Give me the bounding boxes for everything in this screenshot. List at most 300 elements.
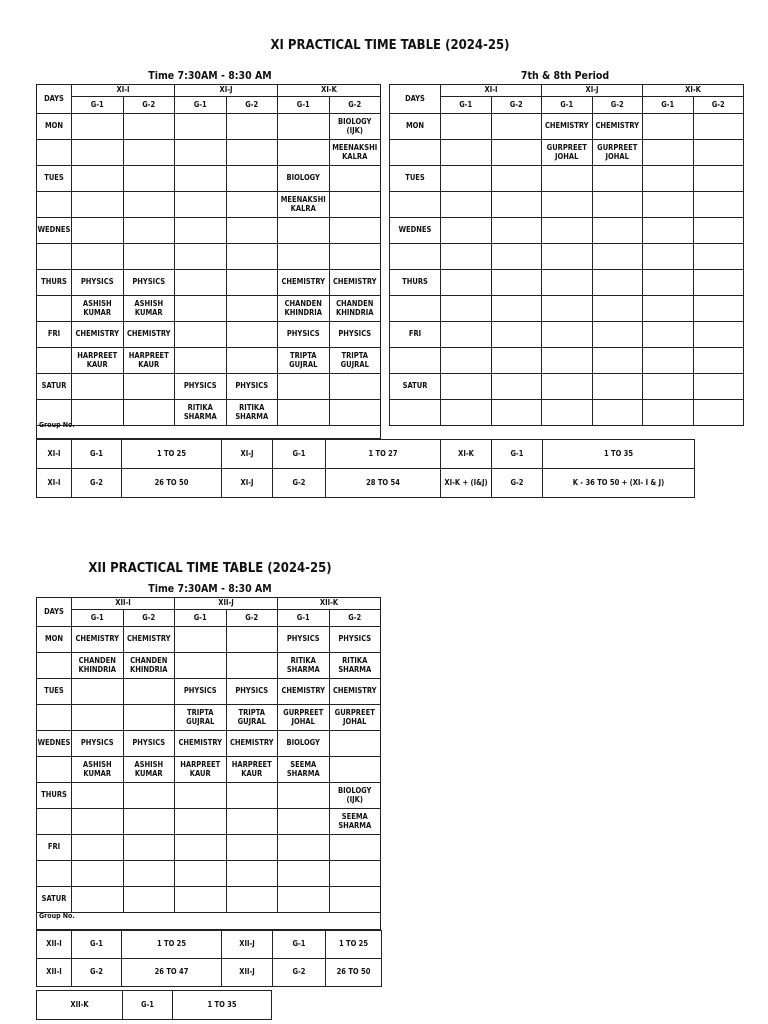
day-label: [390, 244, 441, 270]
teacher-cell: [643, 296, 694, 322]
subject-cell: BIOLOGY (IJK): [329, 114, 381, 140]
teacher-cell: [72, 140, 124, 166]
subject-cell: CHEMISTRY: [72, 627, 124, 653]
subject-cell: [175, 166, 227, 192]
header-groups-row: [390, 97, 744, 114]
teacher-cell: [226, 653, 278, 679]
teacher-cell: [226, 296, 278, 322]
teacher-cell: RITIKA SHARMA: [175, 400, 227, 426]
day-label: [37, 757, 72, 783]
group-cell: XII-K: [37, 991, 123, 1020]
day-label: [37, 140, 72, 166]
group-cell: XII-I: [37, 959, 72, 987]
teacher-cell: HARPREET KAUR: [226, 757, 278, 783]
group-header: G-2: [123, 610, 175, 627]
teacher-cell: [693, 140, 744, 166]
subject-cell: [278, 783, 330, 809]
subject-cell: CHEMISTRY: [226, 731, 278, 757]
teacher-cell: [278, 244, 330, 270]
subject-cell: [693, 218, 744, 244]
xii-time-subtitle: Time 7:30AM - 8:30 AM: [148, 583, 272, 595]
teacher-cell: [226, 861, 278, 887]
subject-cell: [329, 218, 381, 244]
group-cell: G-1: [72, 931, 122, 959]
group-cell: 1 TO 35: [543, 440, 695, 469]
table-row: [37, 114, 381, 140]
teacher-cell: [542, 244, 593, 270]
table-row: [390, 322, 744, 348]
teacher-cell: CHANDEN KHINDRIA: [72, 653, 124, 679]
subject-cell: BIOLOGY: [278, 731, 330, 757]
subject-cell: [441, 322, 492, 348]
day-label: [37, 809, 72, 835]
subject-cell: CHEMISTRY: [123, 627, 175, 653]
teacher-cell: ASHISH KUMAR: [72, 757, 124, 783]
teacher-cell: [123, 192, 175, 218]
header-groups-row: [37, 610, 381, 627]
group-cell: XI-J: [222, 440, 273, 469]
subject-cell: [491, 218, 542, 244]
xii-group-table: [36, 930, 382, 987]
subject-cell: [592, 374, 643, 400]
table-row: [37, 731, 381, 757]
teacher-cell: RITIKA SHARMA: [329, 653, 381, 679]
table-row: [390, 296, 744, 322]
group-header: G-2: [329, 610, 381, 627]
subject-cell: [278, 835, 330, 861]
group-row: [37, 469, 695, 498]
table-row: [37, 757, 381, 783]
subject-cell: CHEMISTRY: [278, 270, 330, 296]
xi-group-label-box: [36, 415, 381, 439]
teacher-cell: GURPREET JOHAL: [278, 705, 330, 731]
group-cell: 1 TO 35: [173, 991, 272, 1020]
subject-cell: [278, 374, 330, 400]
teacher-cell: [441, 140, 492, 166]
teacher-cell: [441, 192, 492, 218]
teacher-cell: [123, 244, 175, 270]
subject-cell: [175, 322, 227, 348]
xii-k-group-table: [36, 990, 272, 1020]
subject-cell: [441, 166, 492, 192]
section-header: XII-K: [278, 598, 381, 610]
subject-cell: [175, 114, 227, 140]
subject-cell: [329, 835, 381, 861]
subject-cell: [643, 166, 694, 192]
teacher-cell: SEEMA SHARMA: [278, 757, 330, 783]
group-cell: G-1: [273, 440, 326, 469]
group-cell: XII-J: [222, 959, 273, 987]
teacher-cell: GURPREET JOHAL: [592, 140, 643, 166]
subject-cell: [123, 218, 175, 244]
group-row: [37, 991, 272, 1020]
subject-cell: [123, 783, 175, 809]
teacher-cell: [643, 140, 694, 166]
group-cell: G-1: [492, 440, 543, 469]
subject-cell: [643, 322, 694, 348]
group-header: G-1: [278, 610, 330, 627]
group-cell: G-2: [72, 469, 122, 498]
group-cell: 1 TO 27: [326, 440, 441, 469]
day-label: [37, 244, 72, 270]
subject-cell: [491, 270, 542, 296]
day-label: MON: [390, 114, 441, 140]
group-cell: G-2: [72, 959, 122, 987]
subject-cell: [278, 218, 330, 244]
group-header: G-2: [226, 610, 278, 627]
table-row: [37, 783, 381, 809]
subject-cell: [643, 114, 694, 140]
teacher-cell: [542, 348, 593, 374]
teacher-cell: [72, 244, 124, 270]
day-label: SATUR: [390, 374, 441, 400]
subject-cell: [693, 114, 744, 140]
subject-cell: CHEMISTRY: [123, 322, 175, 348]
table-row: [37, 705, 381, 731]
teacher-cell: [123, 705, 175, 731]
table-row: [37, 218, 381, 244]
teacher-cell: [643, 244, 694, 270]
teacher-cell: TRIPTA GUJRAL: [278, 348, 330, 374]
day-label: [390, 140, 441, 166]
group-header: G-2: [491, 97, 542, 114]
table-row: [37, 679, 381, 705]
group-cell: XI-K + (I&J): [441, 469, 492, 498]
subject-cell: [278, 114, 330, 140]
teacher-cell: CHANDEN KHINDRIA: [278, 296, 330, 322]
section-header: XII-I: [72, 598, 175, 610]
subject-cell: [441, 374, 492, 400]
days-header: DAYS: [37, 598, 72, 627]
section-header: XI-J: [175, 85, 278, 97]
xi-timetable-periods: [389, 84, 744, 426]
teacher-cell: [441, 348, 492, 374]
header-groups-row: [37, 97, 381, 114]
subject-cell: [491, 374, 542, 400]
group-cell: XI-J: [222, 469, 273, 498]
subject-cell: [491, 166, 542, 192]
table-row: [37, 861, 381, 887]
group-header: G-1: [278, 97, 330, 114]
group-cell: XI-I: [37, 469, 72, 498]
group-row: [37, 959, 382, 987]
table-row: [37, 244, 381, 270]
subject-cell: PHYSICS: [72, 270, 124, 296]
xi-timetable-morning: [36, 84, 381, 426]
teacher-cell: [643, 348, 694, 374]
group-cell: 26 TO 50: [122, 469, 222, 498]
day-label: SATUR: [37, 887, 72, 913]
subject-cell: [643, 374, 694, 400]
day-label: FRI: [37, 835, 72, 861]
subject-cell: [72, 679, 124, 705]
teacher-cell: [226, 809, 278, 835]
day-label: [37, 192, 72, 218]
table-row: [37, 835, 381, 861]
group-cell: G-1: [123, 991, 173, 1020]
teacher-cell: [175, 192, 227, 218]
group-header: G-2: [226, 97, 278, 114]
group-header: G-1: [175, 97, 227, 114]
teacher-cell: [123, 861, 175, 887]
table-row: [390, 114, 744, 140]
teacher-cell: [175, 244, 227, 270]
xii-group-label-box: [36, 906, 381, 930]
day-label: [37, 705, 72, 731]
group-header: G-1: [643, 97, 694, 114]
xi-period-subtitle: 7th & 8th Period: [520, 70, 610, 82]
teacher-cell: [226, 348, 278, 374]
group-cell: XII-I: [37, 931, 72, 959]
subject-cell: [226, 835, 278, 861]
group-cell: G-1: [72, 440, 122, 469]
teacher-cell: [693, 244, 744, 270]
group-cell: 28 TO 54: [326, 469, 441, 498]
day-label: [390, 400, 441, 426]
day-label: MON: [37, 627, 72, 653]
group-header: G-2: [592, 97, 643, 114]
teacher-cell: [542, 400, 593, 426]
days-header: DAYS: [37, 85, 72, 114]
teacher-cell: [175, 809, 227, 835]
table-row: [37, 653, 381, 679]
subject-cell: [72, 374, 124, 400]
table-row: [390, 244, 744, 270]
group-cell: XI-K: [441, 440, 492, 469]
group-header: G-2: [123, 97, 175, 114]
group-cell: XI-I: [37, 440, 72, 469]
subject-cell: CHEMISTRY: [329, 679, 381, 705]
xi-group-table: [36, 439, 695, 498]
header-sections-row: [390, 85, 744, 97]
xi-group-label: Group No.: [39, 421, 75, 429]
subject-cell: [441, 218, 492, 244]
subject-cell: [643, 218, 694, 244]
day-label: [37, 861, 72, 887]
xi-title: XI PRACTICAL TIME TABLE (2024-25): [270, 38, 510, 53]
group-cell: G-2: [273, 469, 326, 498]
day-label: TUES: [37, 679, 72, 705]
subject-cell: [491, 322, 542, 348]
teacher-cell: HARPREET KAUR: [175, 757, 227, 783]
subject-cell: [441, 114, 492, 140]
section-header: XI-K: [643, 85, 744, 97]
subject-cell: PHYSICS: [123, 731, 175, 757]
table-row: [390, 140, 744, 166]
day-label: MON: [37, 114, 72, 140]
teacher-cell: [175, 140, 227, 166]
teacher-cell: [175, 348, 227, 374]
teacher-cell: [123, 140, 175, 166]
day-label: FRI: [37, 322, 72, 348]
table-row: [37, 322, 381, 348]
day-label: [390, 296, 441, 322]
group-cell: K - 36 TO 50 + (XI- I & J): [543, 469, 695, 498]
subject-cell: [226, 218, 278, 244]
subject-cell: [542, 322, 593, 348]
teacher-cell: [491, 140, 542, 166]
teacher-cell: [491, 400, 542, 426]
group-row: [37, 440, 695, 469]
table-row: [390, 192, 744, 218]
day-label: TUES: [37, 166, 72, 192]
subject-cell: CHEMISTRY: [175, 731, 227, 757]
subject-cell: [441, 270, 492, 296]
subject-cell: [592, 270, 643, 296]
day-label: WEDNES: [37, 218, 72, 244]
subject-cell: [542, 218, 593, 244]
group-cell: 1 TO 25: [122, 931, 222, 959]
teacher-cell: [278, 809, 330, 835]
subject-cell: [175, 783, 227, 809]
day-label: FRI: [390, 322, 441, 348]
teacher-cell: [592, 348, 643, 374]
subject-cell: PHYSICS: [175, 374, 227, 400]
teacher-cell: [693, 400, 744, 426]
teacher-cell: HARPREET KAUR: [123, 348, 175, 374]
teacher-cell: TRIPTA GUJRAL: [226, 705, 278, 731]
subject-cell: [72, 783, 124, 809]
group-cell: 26 TO 47: [122, 959, 222, 987]
teacher-cell: [278, 140, 330, 166]
day-label: [37, 653, 72, 679]
subject-cell: PHYSICS: [226, 679, 278, 705]
subject-cell: PHYSICS: [329, 627, 381, 653]
subject-cell: [693, 270, 744, 296]
section-header: XII-J: [175, 598, 278, 610]
day-label: [37, 348, 72, 374]
teacher-cell: SEEMA SHARMA: [329, 809, 381, 835]
subject-cell: [226, 627, 278, 653]
section-header: XI-K: [278, 85, 381, 97]
teacher-cell: HARPREET KAUR: [72, 348, 124, 374]
day-label: [37, 296, 72, 322]
teacher-cell: CHANDEN KHINDRIA: [123, 653, 175, 679]
subject-cell: PHYSICS: [175, 679, 227, 705]
table-row: [37, 270, 381, 296]
subject-cell: CHEMISTRY: [329, 270, 381, 296]
teacher-cell: [491, 348, 542, 374]
subject-cell: [226, 270, 278, 296]
subject-cell: PHYSICS: [123, 270, 175, 296]
subject-cell: PHYSICS: [278, 627, 330, 653]
teacher-cell: [441, 244, 492, 270]
teacher-cell: GURPREET JOHAL: [542, 140, 593, 166]
teacher-cell: [278, 861, 330, 887]
table-row: [37, 192, 381, 218]
day-label: THURS: [37, 783, 72, 809]
days-header: DAYS: [390, 85, 441, 114]
day-label: TUES: [390, 166, 441, 192]
subject-cell: [693, 322, 744, 348]
day-label: [390, 192, 441, 218]
subject-cell: PHYSICS: [72, 731, 124, 757]
teacher-cell: [175, 653, 227, 679]
teacher-cell: [542, 296, 593, 322]
subject-cell: [592, 322, 643, 348]
table-row: [37, 296, 381, 322]
teacher-cell: RITIKA SHARMA: [278, 653, 330, 679]
teacher-cell: [123, 809, 175, 835]
day-label: WEDNES: [390, 218, 441, 244]
teacher-cell: [175, 296, 227, 322]
teacher-cell: [226, 244, 278, 270]
teacher-cell: [72, 192, 124, 218]
xii-timetable: [36, 597, 381, 913]
teacher-cell: [491, 192, 542, 218]
table-row: [37, 627, 381, 653]
subject-cell: [329, 374, 381, 400]
teacher-cell: ASHISH KUMAR: [72, 296, 124, 322]
table-row: [37, 166, 381, 192]
teacher-cell: [175, 861, 227, 887]
teacher-cell: [329, 244, 381, 270]
subject-cell: [123, 835, 175, 861]
group-cell: G-2: [273, 959, 326, 987]
teacher-cell: TRIPTA GUJRAL: [329, 348, 381, 374]
subject-cell: [72, 218, 124, 244]
teacher-cell: MEENAKSHI KALRA: [278, 192, 330, 218]
table-row: [37, 348, 381, 374]
table-row: [390, 166, 744, 192]
teacher-cell: [329, 861, 381, 887]
subject-cell: [175, 627, 227, 653]
day-label: SATUR: [37, 374, 72, 400]
group-header: G-2: [329, 97, 381, 114]
teacher-cell: [693, 192, 744, 218]
subject-cell: [123, 374, 175, 400]
subject-cell: [72, 835, 124, 861]
subject-cell: [592, 218, 643, 244]
subject-cell: [123, 679, 175, 705]
subject-cell: [491, 114, 542, 140]
teacher-cell: [592, 192, 643, 218]
table-row: [37, 140, 381, 166]
teacher-cell: [592, 244, 643, 270]
teacher-cell: [441, 400, 492, 426]
subject-cell: CHEMISTRY: [592, 114, 643, 140]
day-label: [390, 348, 441, 374]
subject-cell: [72, 166, 124, 192]
teacher-cell: [491, 244, 542, 270]
teacher-cell: [491, 296, 542, 322]
group-cell: 1 TO 25: [326, 931, 382, 959]
teacher-cell: [643, 400, 694, 426]
group-header: G-1: [441, 97, 492, 114]
section-header: XI-I: [441, 85, 542, 97]
teacher-cell: ASHISH KUMAR: [123, 757, 175, 783]
teacher-cell: [72, 861, 124, 887]
group-header: G-2: [693, 97, 744, 114]
teacher-cell: [329, 192, 381, 218]
subject-cell: [72, 114, 124, 140]
subject-cell: PHYSICS: [226, 374, 278, 400]
subject-cell: [592, 166, 643, 192]
subject-cell: CHEMISTRY: [72, 322, 124, 348]
teacher-cell: [329, 757, 381, 783]
teacher-cell: GURPREET JOHAL: [329, 705, 381, 731]
teacher-cell: [72, 809, 124, 835]
subject-cell: [226, 783, 278, 809]
teacher-cell: [693, 296, 744, 322]
table-row: [390, 218, 744, 244]
subject-cell: [175, 835, 227, 861]
xii-title: XII PRACTICAL TIME TABLE (2024-25): [88, 561, 332, 576]
teacher-cell: [542, 192, 593, 218]
xii-group-label: Group No.: [39, 912, 75, 920]
group-cell: XII-J: [222, 931, 273, 959]
table-row: [37, 374, 381, 400]
